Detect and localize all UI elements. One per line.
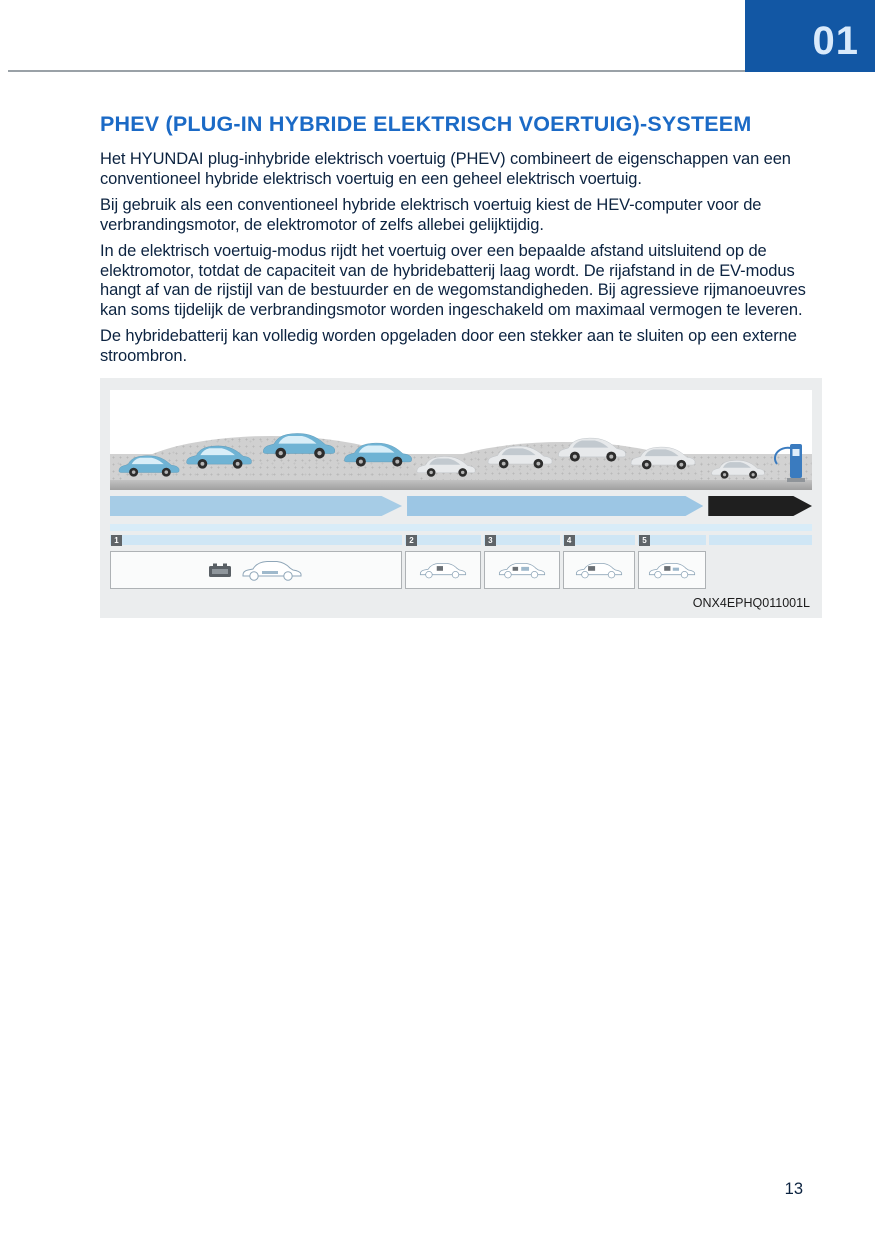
- main-content: [0, 72, 875, 618]
- driving-scene: [110, 390, 812, 490]
- page-title: PHEV (PLUG-IN HYBRIDE ELEKTRISCH VOERTUIG)-SYSTEEM: [100, 112, 752, 136]
- segment-number-badge: 5: [639, 535, 650, 546]
- box-row-spacer: [709, 551, 812, 589]
- page-number: 13: [784, 1180, 803, 1198]
- mode-box-2: [405, 551, 481, 589]
- figure-caption: ONX4EPHQ011001L: [692, 596, 810, 610]
- timeline-bar: [110, 524, 812, 531]
- body-paragraph: Bij gebruik als een conventioneel hybride elektrisch voertuig kiest de HEV-computer voor de verbrandingsmotor, de elektromotor of zelfs allebei gelijktijdig.: [100, 196, 762, 234]
- ev-phase-arrow: [110, 496, 402, 516]
- mode-box-5: [638, 551, 706, 589]
- mini-car-outline-icon: [418, 560, 468, 580]
- mode-box-3: [484, 551, 560, 589]
- battery-pack-icon: [208, 562, 234, 578]
- segment-3: [484, 535, 560, 545]
- segment-5: [638, 535, 706, 545]
- segment-number-badge: 4: [564, 535, 575, 546]
- white-car-icon: [629, 442, 697, 471]
- segment-number-badge: 3: [485, 535, 496, 546]
- figure-phev-diagram: [100, 378, 822, 618]
- mini-car-outline-icon: [574, 560, 624, 580]
- segment-2: [405, 535, 481, 545]
- body-paragraph: In de elektrisch voertuig-modus rijdt het voertuig over een bepaalde afstand uitsluitend op de elektromotor, totdat de capaciteit van de hybridebatterij laag wordt. De rijafstand in de EV-modus hangt af van de rijstijl van de bestuurder en de wegomstandigheden. Bij agressieve rijmanoeuvres kan soms tijdelijk de verbrandingsmotor worden ingeschakeld om maximaal vermogen te leveren.: [100, 242, 806, 319]
- page-header: [8, 0, 875, 72]
- mini-car-outline-icon: [497, 560, 547, 580]
- segment-end: [709, 535, 812, 545]
- segment-number-badge: 2: [406, 535, 417, 546]
- blue-car-icon: [117, 451, 181, 478]
- body-paragraph: De hybridebatterij kan volledig worden opgeladen door een stekker aan te sluiten op een externe stroombron.: [100, 327, 797, 365]
- mode-box-4: [563, 551, 635, 589]
- blue-car-icon: [342, 438, 414, 468]
- road-strip: [110, 480, 812, 490]
- white-car-charging-icon: [710, 456, 766, 480]
- segment-1: [110, 535, 402, 545]
- white-car-icon: [486, 441, 554, 470]
- blue-car-icon: [184, 441, 254, 470]
- white-car-icon: [415, 452, 477, 478]
- chapter-tab: [745, 0, 875, 72]
- mode-box-ev: [110, 551, 402, 589]
- blue-car-icon: [261, 428, 337, 460]
- mini-car-outline-icon: [647, 560, 697, 580]
- segment-4: [563, 535, 635, 545]
- mode-box-row: [110, 551, 812, 589]
- phase-arrows: [110, 496, 812, 516]
- charging-phase-arrow: [708, 496, 812, 516]
- mini-car-outline-icon: [240, 558, 304, 582]
- segment-row: [110, 534, 812, 546]
- body-paragraph: Het HYUNDAI plug-inhybride elektrisch voertuig (PHEV) combineert de eigenschappen van een conventioneel hybride elektrisch voertuig en een geheel elektrisch voertuig.: [100, 150, 791, 188]
- chapter-number: 01: [812, 19, 859, 63]
- hev-phase-arrow: [407, 496, 703, 516]
- charging-station-icon: [763, 438, 805, 482]
- segment-number-badge: 1: [111, 535, 122, 546]
- white-car-icon: [556, 433, 628, 463]
